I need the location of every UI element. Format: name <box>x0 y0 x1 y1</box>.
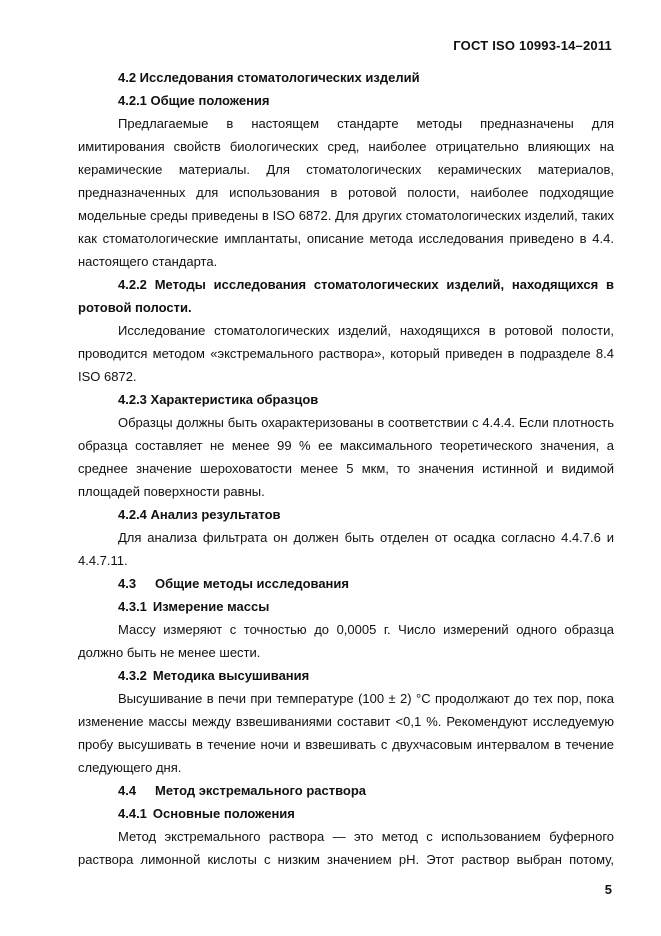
paragraph-4-2-2: Исследование стоматологических изделий, находящихся в ротовой полости, проводится методом «экстремального раствора», который приведен в подразделе 8.4 ISO 6872. <box>78 323 614 384</box>
heading-4-3-1 <box>78 595 614 618</box>
heading-4-3-1-title: Измерение массы <box>152 599 270 614</box>
paragraph-4-3-1: Массу измеряют с точностью до 0,0005 г. Число измерений одного образца должно быть не менее шести. <box>78 622 614 660</box>
paragraph-4-2-1: Предлагаемые в настоящем стандарте методы предназначены для имитирования свойств биологических сред, наиболее отрицательно влияющих на керамические материалы. Для стоматологических керамических материалов, предназначенных для использования в ротовой полости, наиболее подходящие модельные среды приведены в ISO 6872. Для других стоматологических изделий, таких как стоматологические имплантаты, описание метода исследования приведено в 4.4. настоящего стандарта. <box>78 116 614 269</box>
heading-4-2-4: 4.2.4 Анализ результатов <box>118 507 281 522</box>
heading-4-3-title: Общие методы исследования <box>155 576 349 591</box>
heading-4-4-1-title: Основные положения <box>152 806 295 821</box>
heading-4-3-2 <box>78 664 614 687</box>
heading-4-2-3: 4.2.3 Характеристика образцов <box>118 392 319 407</box>
page-number: 5 <box>604 882 612 897</box>
heading-4-2: 4.2 Исследования стоматологических изделий <box>118 70 420 85</box>
heading-4-2-2: 4.2.2 Методы исследования стоматологических изделий, находящихся в ротовой полости. <box>78 277 614 315</box>
paragraph-4-3-2: Высушивание в печи при температуре (100 ± 2) °С продолжают до тех пор, пока изменение массы между взвешиваниями составит <0,1 %. Рекомендуют исследуемую пробу высушивать в течение ночи и взвешивать с двухчасовым интервалом в течение следующего дня. <box>78 691 614 775</box>
heading-4-3-2-number: 4.3.2 <box>118 668 147 683</box>
paragraph-4-2-3: Образцы должны быть охарактеризованы в соответствии с 4.4.4. Если плотность образца составляет не менее 99 % ее максимального теоретического значения, а среднее значение шероховатости менее 5 мкм, то значения истинной и видимой площадей поверхности равны. <box>78 415 614 499</box>
heading-4-3 <box>78 572 614 595</box>
heading-4-4-1 <box>78 802 614 825</box>
document-body <box>78 66 614 871</box>
paragraph-4-2-4: Для анализа фильтрата он должен быть отделен от осадка согласно 4.4.7.6 и 4.4.7.11. <box>78 530 614 568</box>
heading-4-4-title: Метод экстремального раствора <box>155 783 367 798</box>
heading-4-4 <box>78 779 614 802</box>
heading-4-2-1: 4.2.1 Общие положения <box>118 93 270 108</box>
heading-4-3-2-title: Методика высушивания <box>152 668 310 683</box>
heading-4-3-1-number: 4.3.1 <box>118 599 147 614</box>
heading-4-3-number: 4.3 <box>118 576 137 591</box>
paragraph-4-4-1: Метод экстремального раствора — это метод с использованием буферного раствора лимонной кислоты с низким значением pH. Этот раствор выбран потому, <box>78 829 614 867</box>
heading-4-4-number: 4.4 <box>118 783 137 798</box>
document-header: ГОСТ ISO 10993-14–2011 <box>453 38 612 53</box>
heading-4-4-1-number: 4.4.1 <box>118 806 147 821</box>
